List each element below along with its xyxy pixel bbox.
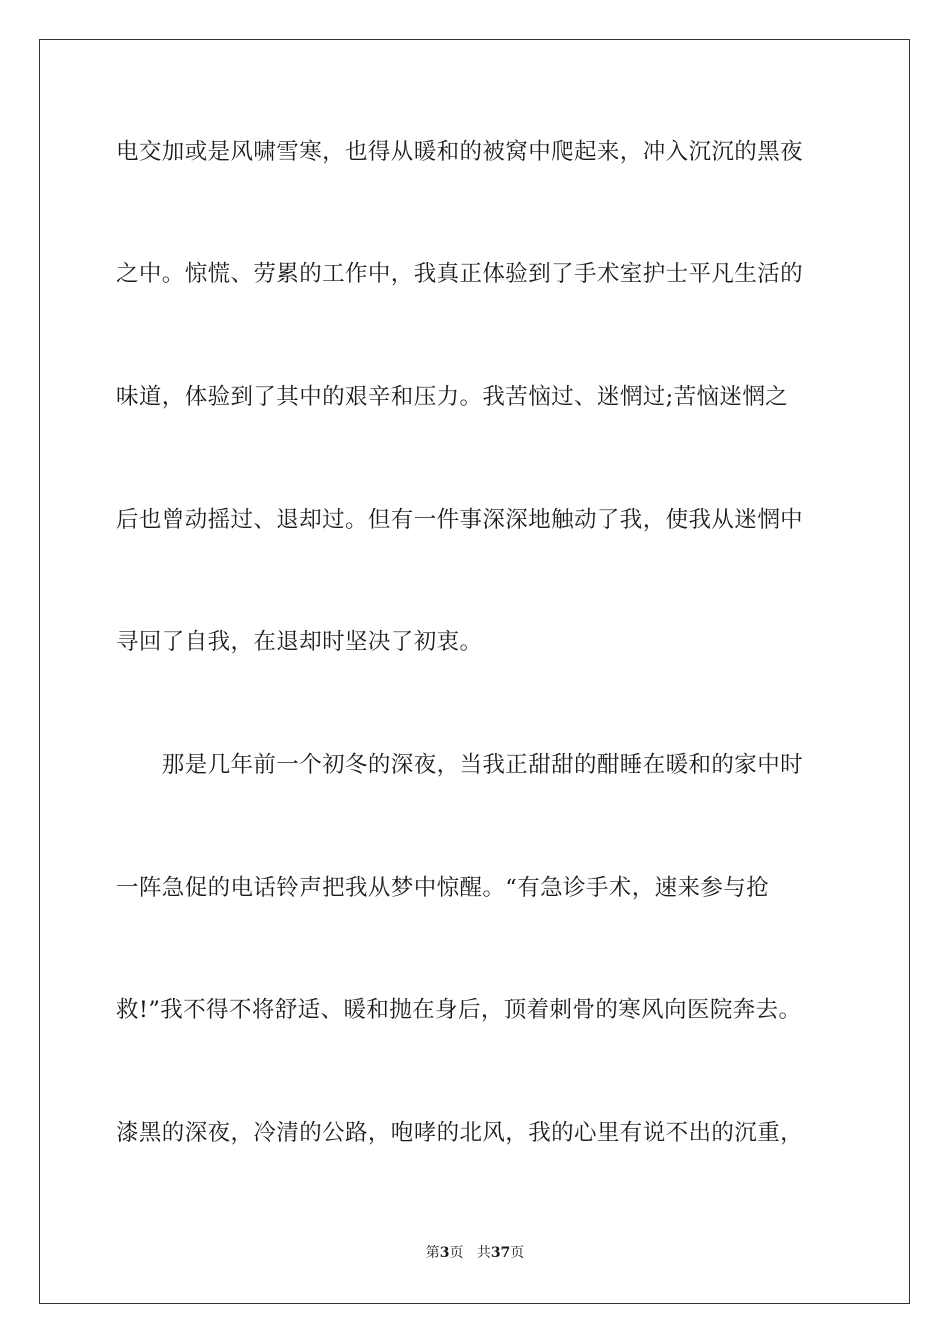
- page-prefix: 第: [425, 1245, 440, 1261]
- body-line-4: 后也曾动摇过、退却过。但有一件事深深地触动了我，使我从迷惘中: [116, 507, 804, 533]
- body-line-1: 电交加或是风啸雪寒，也得从暖和的被窝中爬起来，冲入沉沉的黑夜: [116, 139, 804, 165]
- body-line-8: 救!”我不得不将舒适、暖和抛在身后，顶着刺骨的寒风向医院奔去。: [116, 997, 802, 1023]
- body-line-7: 一阵急促的电话铃声把我从梦中惊醒。“有急诊手术，速来参与抢: [116, 875, 770, 901]
- page-number: 3: [439, 1245, 450, 1261]
- page-border: [39, 39, 910, 1304]
- total-suffix: 页: [510, 1245, 525, 1261]
- total-pages: 37: [490, 1245, 511, 1261]
- body-line-9: 漆黑的深夜，冷清的公路，咆哮的北风，我的心里有说不出的沉重，: [116, 1120, 804, 1146]
- page-footer: [0, 1243, 950, 1263]
- body-line-3: 味道，体验到了其中的艰辛和压力。我苦恼过、迷惘过;苦恼迷惘之: [116, 384, 789, 410]
- body-line-6: 那是几年前一个初冬的深夜，当我正甜甜的酣睡在暖和的家中时: [116, 752, 804, 778]
- body-line-2: 之中。惊慌、劳累的工作中，我真正体验到了手术室护士平凡生活的: [116, 261, 804, 287]
- body-line-5: 寻回了自我，在退却时坚决了初衷。: [116, 629, 483, 655]
- page-suffix: 页: [449, 1245, 464, 1261]
- total-prefix: 共: [476, 1245, 491, 1261]
